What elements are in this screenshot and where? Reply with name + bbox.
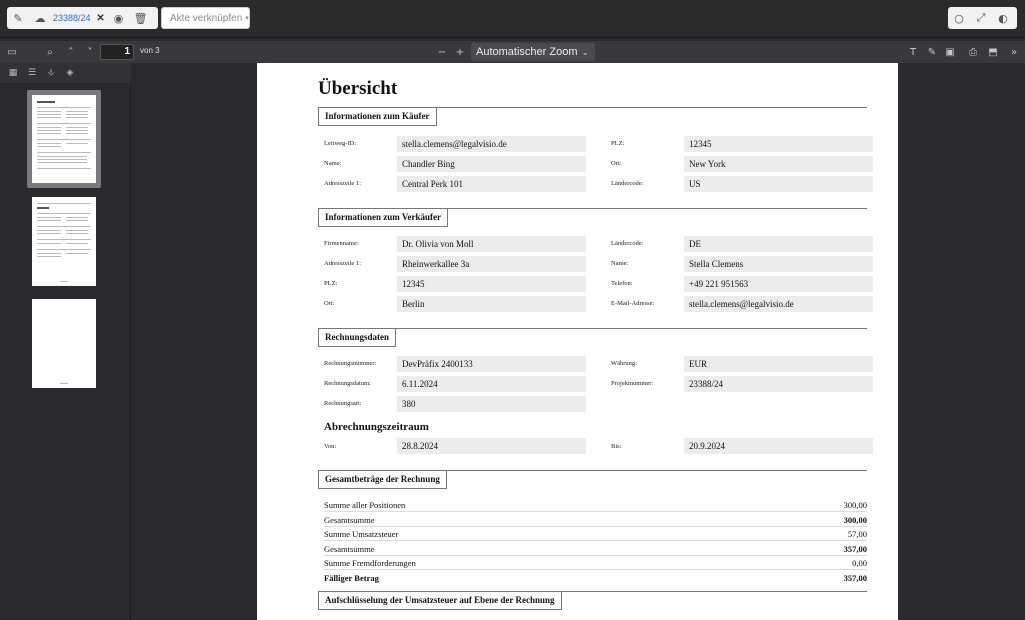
chevron-down-icon[interactable]: ˅ — [87, 46, 93, 58]
search-icon[interactable]: ⌕ — [47, 46, 53, 58]
field-value: +49 221 951563 — [684, 276, 873, 292]
document-viewer — [131, 63, 1025, 620]
field-label: E-Mail-Adresse: — [611, 300, 655, 307]
akte-verknuepfen-button[interactable] — [161, 7, 250, 29]
chevron-down-icon: ⌄ — [581, 47, 589, 57]
field-label: Adresszeile 1: — [324, 260, 362, 267]
totals-row — [324, 527, 867, 541]
totals-amount: 57,00 — [847, 529, 867, 539]
field-label: Telefon: — [611, 280, 633, 287]
sidebar-tabs — [0, 63, 131, 83]
field-label: Name: — [324, 160, 342, 167]
page-thumbnail-2[interactable] — [32, 197, 96, 286]
top-bar — [0, 0, 1025, 38]
draw-tool-icon[interactable]: ✎ — [927, 46, 937, 58]
totals-amount: 357,00 — [843, 573, 867, 583]
totals-label: Fälliger Betrag — [324, 573, 379, 583]
expand-icon[interactable]: ⤢ — [976, 11, 986, 24]
field-value: DE — [684, 236, 873, 252]
totals-label: Gesamtsumme — [324, 515, 375, 525]
totals-row — [324, 498, 867, 512]
field-label: Ort: — [324, 300, 335, 307]
totals-label: Summe Fremdforderungen — [324, 558, 416, 568]
period-to-value: 20.9.2024 — [684, 438, 873, 454]
totals-amount: 0,00 — [852, 558, 867, 568]
page-count: von 3 — [140, 46, 160, 55]
field-label: Von: — [324, 443, 337, 450]
field-label: Rechnungsnummer: — [324, 360, 377, 367]
field-value: Dr. Olivia von Moll — [397, 236, 586, 252]
field-value: 12345 — [397, 276, 586, 292]
field-label: Adresszeile 1: — [324, 180, 362, 187]
document-actions-group — [7, 7, 158, 29]
field-label: PLZ: — [324, 280, 338, 287]
print-icon[interactable]: ⎙ — [969, 46, 977, 58]
more-tools-icon[interactable]: » — [1010, 46, 1018, 58]
outline-icon[interactable]: ☰ — [27, 68, 37, 78]
totals-amount: 300,00 — [843, 515, 867, 525]
buyer-section-heading: Informationen zum Käufer — [318, 107, 437, 126]
trash-icon[interactable]: 🗑 — [133, 11, 148, 25]
field-value: stella.clemens@legalvisio.de — [397, 136, 586, 152]
cloud-upload-icon[interactable]: ☁ — [34, 11, 46, 25]
text-tool-icon[interactable]: T — [909, 46, 917, 58]
billing-period-heading: Abrechnungszeitraum — [324, 421, 429, 433]
zoom-value: Automatischer Zoom — [476, 46, 578, 58]
view-actions-group — [948, 7, 1017, 29]
field-value: 12345 — [684, 136, 873, 152]
toggle-icon[interactable]: ◐ — [998, 11, 1008, 25]
field-label: Ländercode: — [611, 180, 644, 187]
attachments-icon[interactable]: ⎀ — [47, 68, 55, 78]
image-tool-icon[interactable]: ▣ — [945, 46, 955, 58]
pencil-icon[interactable]: ✎ — [13, 11, 23, 25]
zoom-out-icon[interactable]: − — [437, 46, 447, 58]
totals-label: Summe aller Positionen — [324, 500, 406, 510]
close-icon[interactable]: ✕ — [96, 12, 105, 24]
field-value: Stella Clemens — [684, 256, 873, 272]
totals-label: Summe Umsatzsteuer — [324, 529, 399, 539]
eye-icon[interactable]: ◉ — [113, 11, 124, 25]
totals-row — [324, 513, 867, 527]
chevron-up-icon[interactable]: ˄ — [68, 46, 74, 58]
section-divider — [318, 328, 867, 329]
field-value: Central Perk 101 — [397, 176, 586, 192]
totals-row — [324, 542, 867, 556]
field-value: stella.clemens@legalvisio.de — [684, 296, 873, 312]
field-label: Bis: — [611, 443, 622, 450]
sidebar-toggle-icon[interactable]: ▭ — [7, 46, 17, 58]
page-thumbnail-3[interactable] — [32, 299, 96, 388]
field-value: Rheinwerkallee 3a — [397, 256, 586, 272]
vat-section-heading: Aufschlüsselung der Umsatzsteuer auf Ebene der Rechnung — [318, 591, 562, 610]
zoom-in-icon[interactable]: + — [455, 46, 465, 58]
pdf-page — [257, 63, 898, 620]
field-value: EUR — [684, 356, 873, 372]
zoom-select[interactable] — [471, 43, 595, 61]
seller-section-heading: Informationen zum Verkäufer — [318, 208, 448, 227]
page-number-input[interactable]: 1 — [100, 44, 134, 60]
save-icon[interactable]: ⬒ — [988, 46, 998, 58]
totals-label: Gesamtsumme — [324, 544, 375, 554]
field-value: DevPräfix 2400133 — [397, 356, 586, 372]
page-thumbnail-1[interactable] — [32, 95, 96, 183]
field-value: 6.11.2024 — [397, 376, 586, 392]
totals-amount: 300,00 — [843, 500, 867, 510]
totals-section-heading: Gesamtbeträge der Rechnung — [318, 470, 447, 489]
totals-amount: 357,00 — [843, 544, 867, 554]
field-value: Chandler Bing — [397, 156, 586, 172]
totals-row-due — [324, 571, 867, 585]
thumbnail-sidebar — [0, 63, 131, 620]
totals-row — [324, 556, 867, 570]
field-label: Währung: — [611, 360, 637, 367]
akte-button-label: Akte verknüpfen — [170, 12, 243, 24]
field-label: Rechnungsdatum: — [324, 380, 371, 387]
period-from-value: 28.8.2024 — [397, 438, 586, 454]
pdf-toolbar — [0, 41, 1025, 63]
field-value: 23388/24 — [684, 376, 873, 392]
field-label: Firmenname: — [324, 240, 359, 247]
chevron-down-icon: ▾ — [245, 15, 249, 22]
field-label: Rechnungsart: — [324, 400, 362, 407]
invoice-section-heading: Rechnungsdaten — [318, 328, 396, 347]
field-label: Ort: — [611, 160, 622, 167]
field-value: Berlin — [397, 296, 586, 312]
field-label: Ländercode: — [611, 240, 644, 247]
field-value: US — [684, 176, 873, 192]
field-label: Projektnummer: — [611, 380, 654, 387]
field-label: Name: — [611, 260, 629, 267]
case-number-tag[interactable]: 23388/24 — [53, 13, 91, 23]
layers-icon[interactable]: ◈ — [66, 68, 74, 78]
circle-icon[interactable]: ○ — [954, 11, 964, 25]
field-label: PLZ: — [611, 140, 625, 147]
page-title: Übersicht — [318, 78, 398, 99]
field-value: 380 — [397, 396, 586, 412]
field-value: New York — [684, 156, 873, 172]
thumbnails-icon[interactable]: ▦ — [8, 68, 18, 78]
field-label: Leitweg-ID: — [324, 140, 357, 147]
